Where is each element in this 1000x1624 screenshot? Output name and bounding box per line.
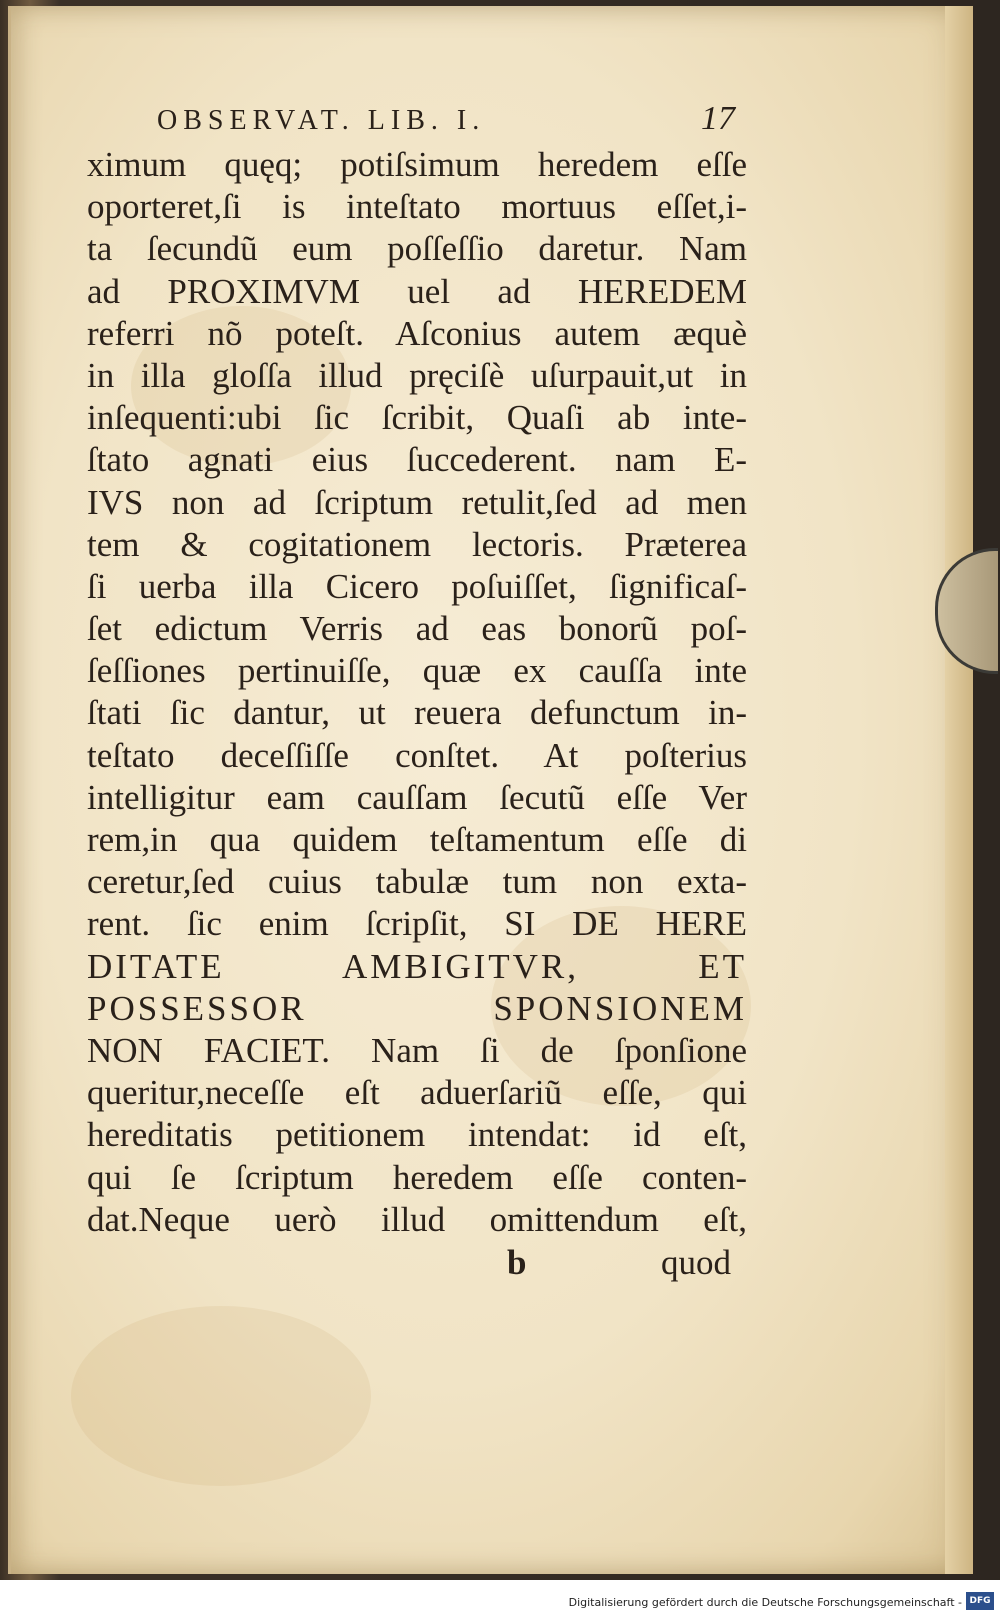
text-line: POSSESSOR SPONSIONEM <box>87 988 747 1028</box>
text-line: inſequenti:ubi ſic ſcribit, Quaſi ab inte- <box>87 398 747 438</box>
text-line: ſtati ſic dantur, ut reuera defunctum in- <box>87 693 747 733</box>
text-line: IVS non ad ſcriptum retulit,ſed ad men <box>87 482 747 522</box>
text-line: queritur,neceſſe eſt aduerſariũ eſſe, qui <box>87 1073 747 1113</box>
text-line: teſtato deceſſiſſe conſtet. At poſterius <box>87 735 747 775</box>
text-line: ſi uerba illa Cicero poſuiſſet, ſignificaſ- <box>87 566 747 606</box>
book-page <box>8 6 973 1574</box>
catchword: quod <box>661 1242 731 1282</box>
text-line: ceretur,ſed cuius tabulæ tum non exta- <box>87 862 747 902</box>
paper-stain <box>71 1306 371 1486</box>
credit-bar <box>0 1580 1000 1624</box>
page-foot <box>87 1243 747 1287</box>
text-line: ſet edictum Verris ad eas bonorũ poſ- <box>87 609 747 649</box>
text-line: ad PROXIMVM uel ad HEREDEM <box>87 271 747 311</box>
text-line: DITATE AMBIGITVR, ET <box>87 946 747 986</box>
running-header <box>87 100 747 144</box>
running-title: OBSERVAT. LIB. I. <box>157 105 486 136</box>
text-line: qui ſe ſcriptum heredem eſſe conten- <box>87 1157 747 1197</box>
digitization-credit: Digitalisierung gefördert durch die Deutsche Forschungsgemeinschaft - <box>568 1596 962 1609</box>
text-line: oporteret,ſi is inteſtato mortuus eſſet,i- <box>87 187 747 227</box>
page-edge <box>945 6 973 1574</box>
text-line: tem & cogitationem lectoris. Præterea <box>87 524 747 564</box>
text-line: ſtato agnati eius ſuccederent. nam E- <box>87 440 747 480</box>
text-line: hereditatis petitionem intendat: id eſt, <box>87 1115 747 1155</box>
dfg-logo: DFG <box>966 1592 994 1610</box>
text-line: NON FACIET. Nam ſi de ſponſione <box>87 1030 747 1070</box>
text-line: ſeſſiones pertinuiſſe, quæ ex cauſſa inte <box>87 651 747 691</box>
text-line: ximum quęq; potiſsimum heredem eſſe <box>87 145 747 184</box>
signature-mark: b <box>507 1242 527 1282</box>
text-line: intelligitur eam cauſſam ſecutũ eſſe Ver <box>87 777 747 817</box>
text-line: rem,in qua quidem teſtamentum eſſe di <box>87 820 747 859</box>
text-line: in illa gloſſa illud pręciſè uſurpauit,ut in <box>87 355 747 395</box>
text-line: dat.Neque uerò illud omittendum eſt, <box>87 1199 747 1239</box>
text-block <box>87 100 747 1287</box>
text-line: referri nõ poteſt. Aſconius autem æquè <box>87 313 747 353</box>
text-line: rent. ſic enim ſcripſit, SI DE HERE <box>87 904 747 944</box>
page-number: 17 <box>701 100 735 137</box>
text-line: ta ſecundũ eum poſſeſſio daretur. Nam <box>87 229 747 269</box>
